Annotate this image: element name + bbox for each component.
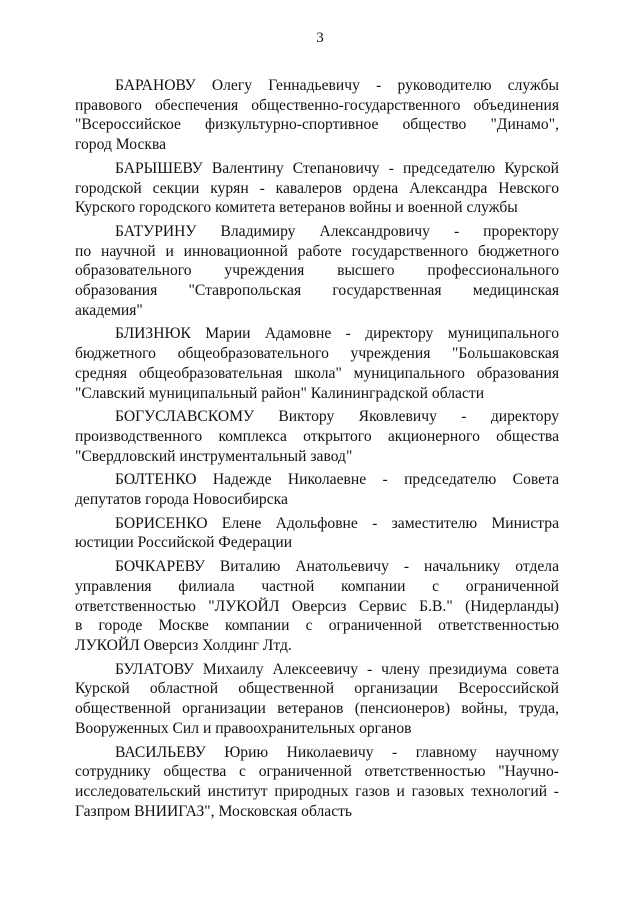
entry-line: сотруднику общества с ограниченной ответственностью "Научно- [75, 763, 559, 781]
list-item [75, 660, 559, 739]
entry-line: в городе Москве компании с ограниченной ответственностью [75, 617, 559, 635]
entry-line: управления филиала частной компании с ограниченной [75, 577, 559, 595]
entry-line: образовательного учреждения высшего профессионального [75, 262, 559, 280]
list-item [75, 557, 559, 656]
entry-line: БАРЫШЕВУ Валентину Степановичу - председателю Курской [115, 159, 559, 177]
entry-line: производственного комплекса открытого акционерного общества [75, 427, 559, 445]
entry-line: общественной организации ветеранов (пенсионеров) войны, труда, [75, 700, 559, 718]
entry-line: ответственностью "ЛУКОЙЛ Оверсиз Сервис Б.В." (Нидерланды) [75, 597, 559, 615]
entry-line: ВАСИЛЬЕВУ Юрию Николаевичу - главному научному [115, 743, 559, 761]
list-item [75, 76, 559, 155]
list-item [75, 514, 559, 553]
entry-line: по научной и инновационной работе государственного бюджетного [75, 242, 559, 260]
award-list [75, 76, 559, 825]
entry-line: БОЛТЕНКО Надежде Николаевне - председателю Совета [115, 471, 559, 489]
entry-line: БЛИЗНЮК Марии Адамовне - директору муниципального [115, 325, 559, 343]
entry-line: БАРАНОВУ Олегу Геннадьевичу - руководителю службы [115, 77, 559, 94]
entry-line: БОГУСЛАВСКОМУ Виктору Яковлевичу - директору [115, 408, 559, 426]
entry-line: исследовательский институт природных газов и газовых технологий - [75, 782, 559, 800]
entry-line: средняя общеобразовательная школа" муниципального образования [75, 364, 559, 382]
list-item [75, 159, 559, 218]
entry-line: юстиции Российской Федерации [75, 534, 293, 552]
entry-line: БАТУРИНУ Владимиру Александровичу - проректору [115, 222, 559, 240]
entry-line: образования "Ставропольская государственная медицинская [75, 282, 559, 300]
entry-line: БОРИСЕНКО Елене Адольфовне - заместителю Министра [115, 514, 559, 532]
list-item [75, 407, 559, 466]
list-item [75, 222, 559, 321]
entry-line: Вооруженных Сил и правоохранительных органов [75, 719, 412, 737]
entry-line: городской секции курян - кавалеров ордена Александра Невского [75, 179, 559, 197]
list-item [75, 324, 559, 403]
entry-line: БОЧКАРЕВУ Виталию Анатольевичу - начальнику отдела [115, 558, 559, 576]
entry-line: Газпром ВНИИГАЗ", Московская область [75, 802, 353, 820]
entry-line: правового обеспечения общественно-государственного объединения [75, 96, 559, 114]
entry-line: ЛУКОЙЛ Оверсиз Холдинг Лтд. [75, 636, 292, 654]
entry-line: Курского городского комитета ветеранов войны и военной службы [75, 199, 518, 217]
entry-line: "Всероссийское физкультурно-спортивное общество "Динамо", [75, 116, 559, 134]
entry-line: бюджетного общеобразовательного учреждения "Большаковская [75, 345, 559, 363]
entry-line: депутатов города Новосибирска [75, 491, 288, 509]
page-number: 3 [316, 30, 324, 46]
entry-line: Курской областной общественной организации Всероссийской [75, 680, 559, 698]
list-item [75, 470, 559, 509]
entry-line: "Славский муниципальный район" Калининградской области [75, 384, 485, 402]
entry-line: "Свердловский инструментальный завод" [75, 447, 353, 465]
list-item [75, 743, 559, 822]
entry-line: город Москва [75, 136, 167, 154]
entry-line: БУЛАТОВУ Михаилу Алексеевичу - члену президиума совета [115, 660, 559, 678]
entry-line: академия" [75, 301, 143, 319]
